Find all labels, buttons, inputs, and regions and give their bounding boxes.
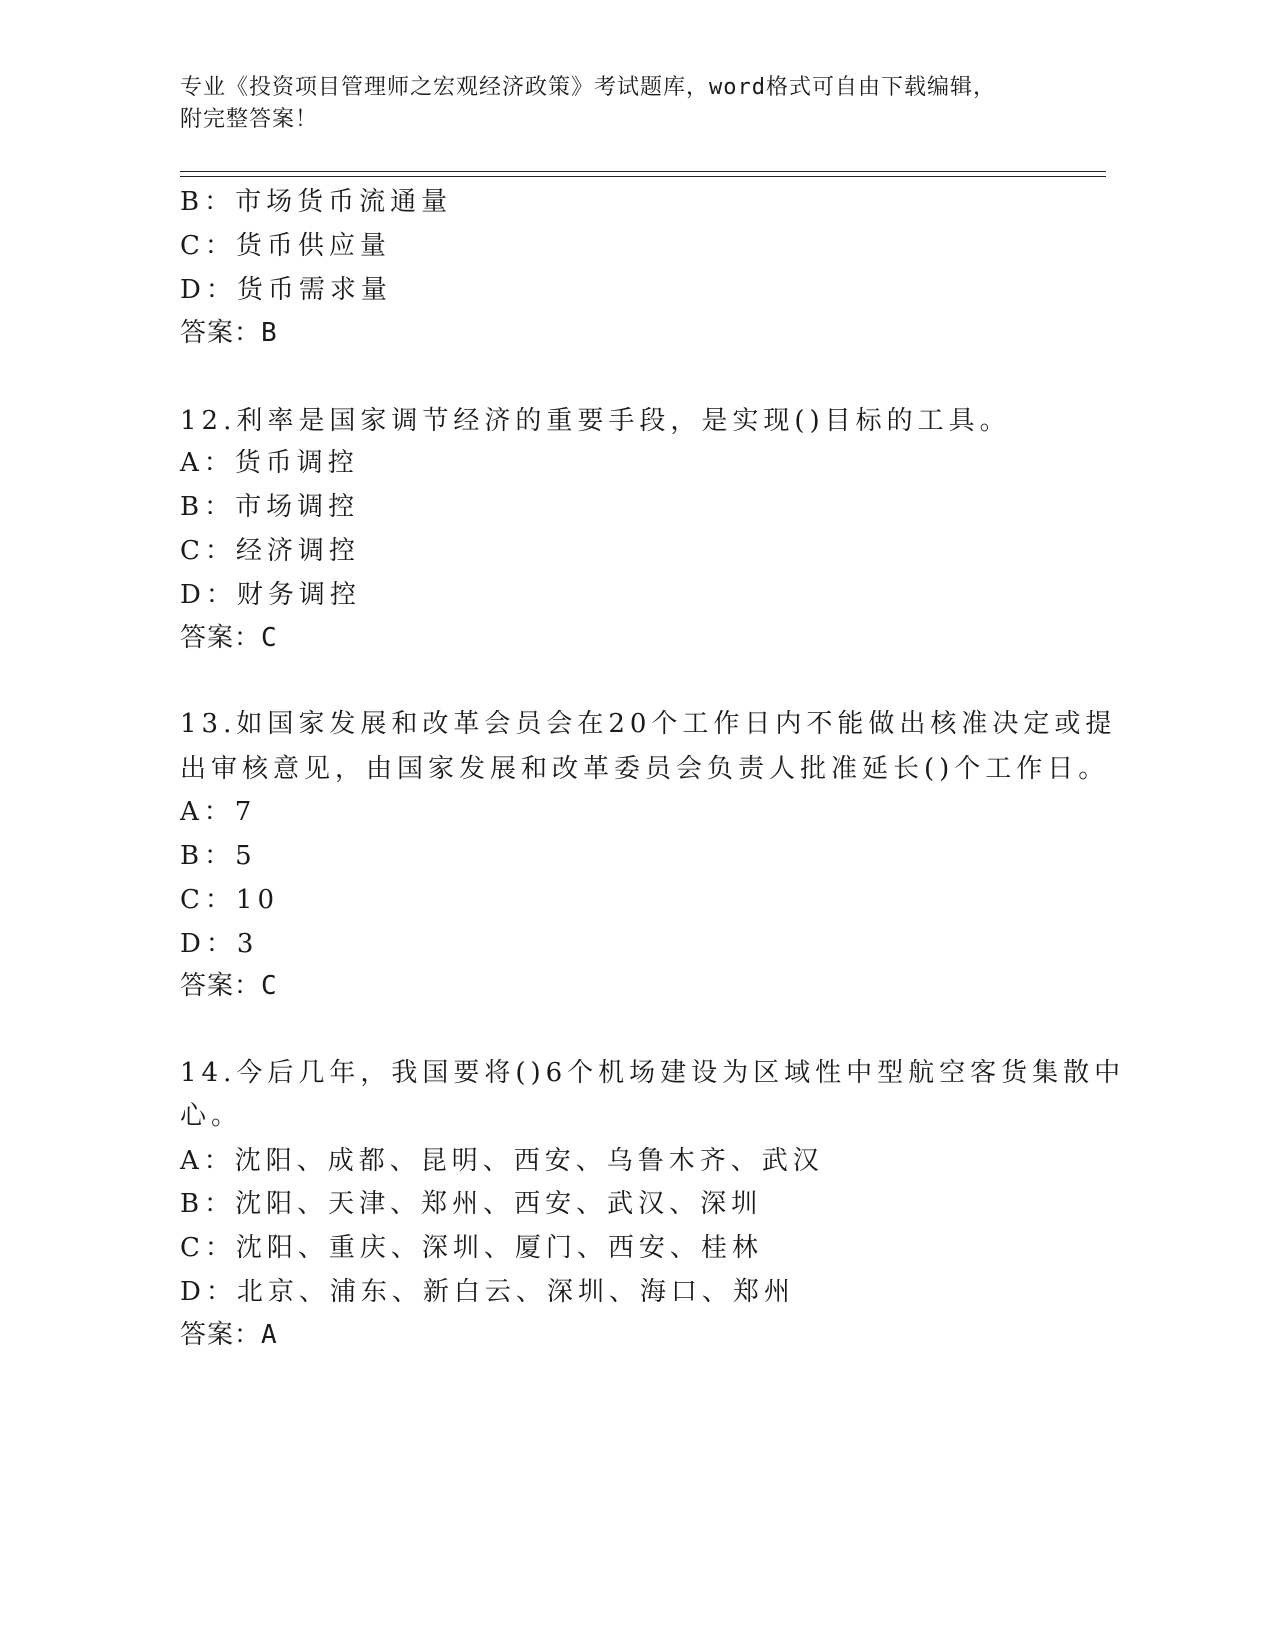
option-letter: C： <box>180 885 236 915</box>
option-letter: D： <box>180 929 237 959</box>
q13-option-d <box>180 929 258 959</box>
option-text: 5 <box>235 841 257 871</box>
q11-option-c <box>180 231 391 261</box>
option-text: 市场调控 <box>235 492 360 522</box>
q13-option-b <box>180 841 257 871</box>
q14-option-b <box>180 1189 762 1219</box>
q12-option-c <box>180 536 360 566</box>
q14-stem-line-1: 14.今后几年，我国要将()6个机场建设为区域性中型航空客货集散中 <box>180 1058 1126 1088</box>
option-letter: C： <box>180 1233 236 1263</box>
header-line-1: 专业《投资项目管理师之宏观经济政策》考试题库，word格式可自由下载编辑， <box>180 75 996 100</box>
q12-answer: 答案：C <box>180 623 278 653</box>
q11-option-b <box>180 187 452 217</box>
q13-answer: 答案：C <box>180 971 278 1001</box>
option-letter: B： <box>180 841 236 871</box>
option-letter: C： <box>180 536 236 566</box>
option-text: 3 <box>236 929 259 959</box>
q14-option-c <box>180 1233 763 1263</box>
option-text: 沈阳、天津、郑州、西安、武汉、深圳 <box>235 1189 763 1219</box>
q14-option-a <box>180 1146 824 1176</box>
option-letter: D： <box>180 1277 237 1307</box>
option-letter: A： <box>180 448 235 478</box>
option-letter: B： <box>180 1189 236 1219</box>
q14-stem-line-2: 心。 <box>180 1101 243 1131</box>
option-letter: D： <box>180 580 237 610</box>
q12-option-b <box>180 492 359 522</box>
option-text: 经济调控 <box>235 536 360 566</box>
option-letter: D： <box>180 275 237 305</box>
header-divider-bottom <box>180 176 1106 177</box>
q14-option-d <box>180 1277 795 1307</box>
document-header <box>180 72 1080 136</box>
q13-option-a <box>180 797 256 827</box>
option-letter: B： <box>180 492 236 522</box>
q13-stem-line-1: 13.如国家发展和改革会员会在20个工作日内不能做出核准决定或提 <box>180 709 1117 739</box>
option-text: 市场货币流通量 <box>235 187 453 217</box>
option-text: 货币调控 <box>234 448 359 478</box>
option-text: 10 <box>235 885 279 915</box>
q14-answer: 答案：A <box>180 1320 278 1350</box>
option-text: 沈阳、重庆、深圳、厦门、西安、桂林 <box>235 1233 763 1263</box>
option-letter: B： <box>180 187 236 217</box>
option-text: 7 <box>234 797 257 827</box>
q11-answer: 答案：B <box>180 318 278 348</box>
q12-option-d <box>180 580 361 610</box>
q13-stem-line-2: 出审核意见，由国家发展和改革委员会负责人批准延长()个工作日。 <box>180 754 1110 784</box>
option-letter: A： <box>180 1146 235 1176</box>
header-divider-top <box>180 171 1106 172</box>
header-line-2: 附完整答案！ <box>180 107 319 132</box>
q12-stem: 12.利率是国家调节经济的重要手段，是实现()目标的工具。 <box>180 406 1011 436</box>
option-text: 货币供应量 <box>235 231 391 261</box>
option-text: 沈阳、成都、昆明、西安、乌鲁木齐、武汉 <box>234 1146 824 1176</box>
q13-option-c <box>180 885 279 915</box>
q12-option-a <box>180 448 359 478</box>
q11-option-d <box>180 275 392 305</box>
option-text: 货币需求量 <box>236 275 392 305</box>
option-letter: A： <box>180 797 235 827</box>
option-letter: C： <box>180 231 236 261</box>
option-text: 北京、浦东、新白云、深圳、海口、郑州 <box>236 1277 795 1307</box>
option-text: 财务调控 <box>236 580 361 610</box>
